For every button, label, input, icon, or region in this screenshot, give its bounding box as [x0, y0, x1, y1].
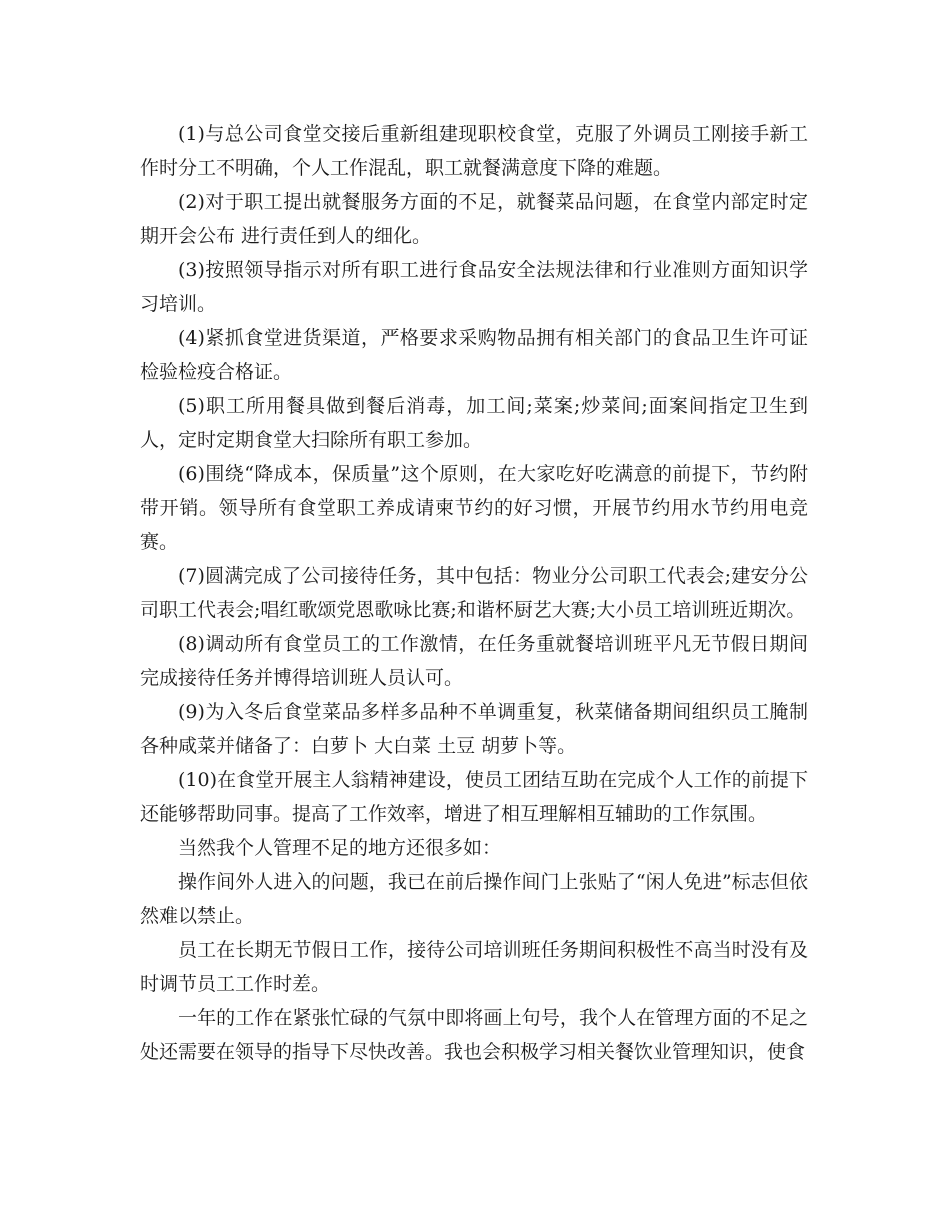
document-body	[140, 117, 808, 1069]
paragraph-shortcomings-intro: 当然我个人管理不足的地方还很多如：	[178, 837, 502, 859]
paragraph-10: (10)在食堂开展主人翁精神建设，使员工团结互助在完成个人工作的前提下还能够帮助同事。提高了工作效率，增进了相互理解相互辅助的工作氛围。	[140, 769, 808, 825]
paragraph-8: (8)调动所有食堂员工的工作激情，在任务重就餐培训班平凡无节假日期间完成接待任务并博得培训班人员认可。	[140, 633, 808, 689]
paragraph-3: (3)按照领导指示对所有职工进行食品安全法规法律和行业准则方面知识学习培训。	[140, 259, 808, 315]
paragraph-1: (1)与总公司食堂交接后重新组建现职校食堂，克服了外调员工刚接手新工作时分工不明确，个人工作混乱，职工就餐满意度下降的难题。	[140, 123, 808, 179]
paragraph-shortcoming-1: 操作间外人进入的问题，我已在前后操作间门上张贴了“闲人免进”标志但依然难以禁止。	[140, 871, 808, 927]
paragraph-shortcoming-2: 员工在长期无节假日工作，接待公司培训班任务期间积极性不高当时没有及时调节员工工作时差。	[140, 939, 808, 995]
paragraph-4: (4)紧抓食堂进货渠道，严格要求采购物品拥有相关部门的食品卫生许可证检验检疫合格证。	[140, 327, 808, 383]
paragraph-6: (6)围绕“降成本，保质量”这个原则，在大家吃好吃满意的前提下，节约附带开销。领导所有食堂职工养成请柬节约的好习惯，开展节约用水节约用电竞赛。	[140, 463, 808, 553]
paragraph-5: (5)职工所用餐具做到餐后消毒，加工间;菜案;炒菜间;面案间指定卫生到人，定时定期食堂大扫除所有职工参加。	[140, 395, 808, 451]
paragraph-7: (7)圆满完成了公司接待任务，其中包括：物业分公司职工代表会;建安分公司职工代表会;唱红歌颂党恩歌咏比赛;和谐杯厨艺大赛;大小员工培训班近期次。	[140, 565, 808, 621]
paragraph-9: (9)为入冬后食堂菜品多样多品种不单调重复，秋菜储备期间组织员工腌制各种咸菜并储备了：白萝卜 大白菜 土豆 胡萝卜等。	[140, 701, 808, 757]
paragraph-closing: 一年的工作在紧张忙碌的气氛中即将画上句号，我个人在管理方面的不足之处还需要在领导的指导下尽快改善。我也会积极学习相关餐饮业管理知识，使食	[140, 1007, 808, 1063]
paragraph-2: (2)对于职工提出就餐服务方面的不足，就餐菜品问题，在食堂内部定时定期开会公布 进行责任到人的细化。	[140, 191, 808, 247]
